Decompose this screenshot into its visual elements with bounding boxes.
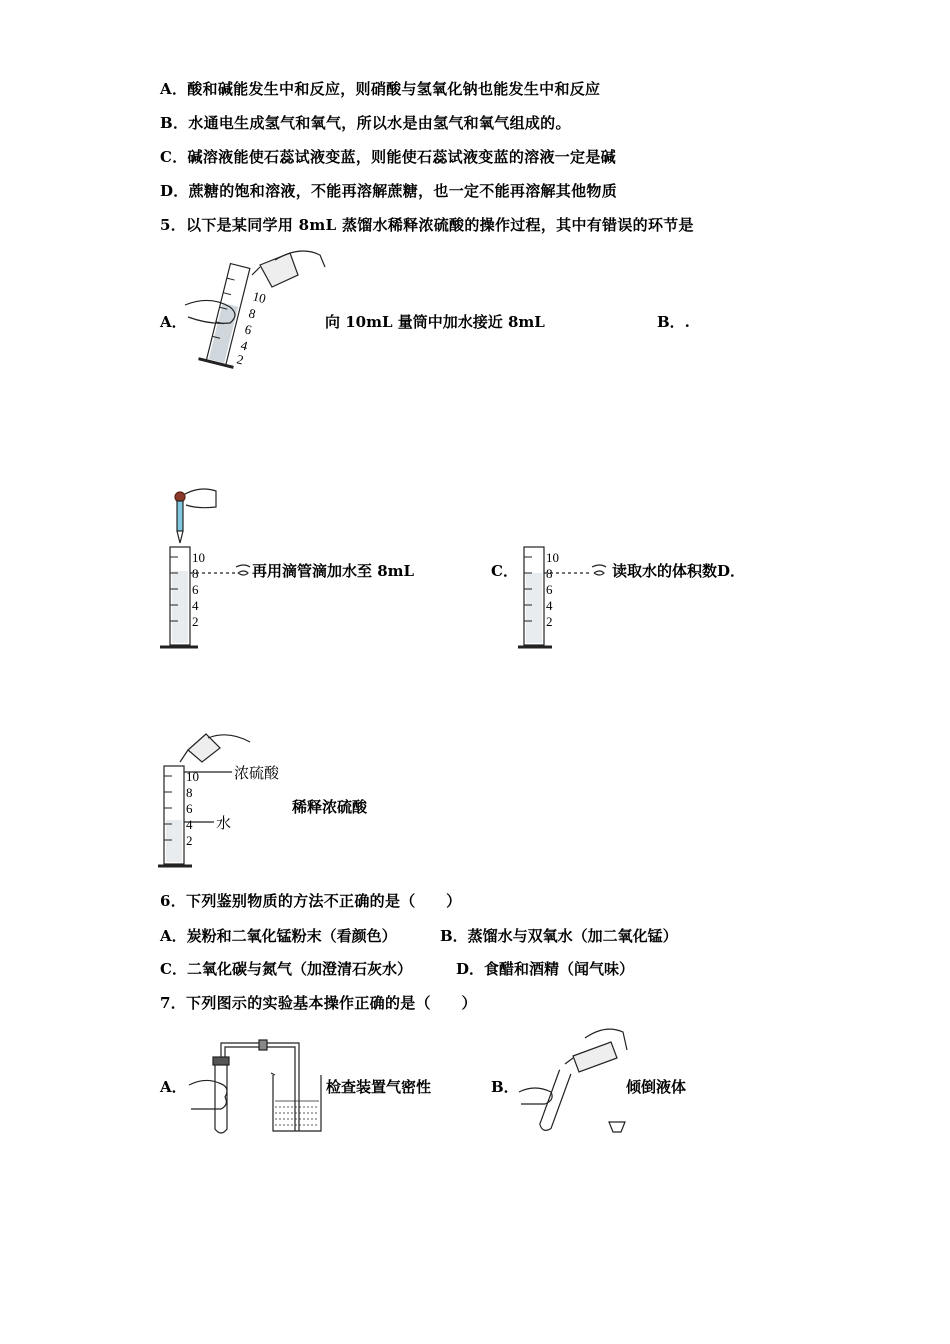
q5-fig-a-tick-8: 8 [247, 305, 258, 322]
q5-fig-b-tick-2: 2 [192, 614, 199, 629]
q5-fig-c-tick-8: 8 [546, 566, 553, 581]
q5-fig-a-tick-2: 2 [235, 351, 246, 368]
q5-fig-d-tick-8: 8 [186, 785, 193, 800]
q5-fig-c-tick-4: 4 [546, 598, 553, 613]
q5-b-label: B．. [657, 313, 690, 331]
q7-stem: 7．下列图示的实验基本操作正确的是（ ） [160, 994, 477, 1012]
q4-option-d: D．蔗糖的饱和溶液，不能再溶解蔗糖，也一定不能再溶解其他物质 [160, 182, 618, 200]
q7-b-text: 倾倒液体 [626, 1078, 687, 1096]
q4-option-a: A．酸和碱能发生中和反应，则硝酸与氢氧化钠也能发生中和反应 [160, 80, 601, 98]
q6-stem: 6．下列鉴别物质的方法不正确的是（ ） [160, 892, 462, 910]
q7-fig-b-pour-liquid [515, 1020, 630, 1140]
q5-b-text: 再用滴管滴加水至 8mL [252, 562, 415, 580]
q5-stem: 5．以下是某同学用 8mL 蒸馏水稀释浓硫酸的操作过程，其中有错误的环节是 [160, 216, 694, 234]
q5-fig-c-tick-2: 2 [546, 614, 553, 629]
q5-fig-d-label-acid: 浓硫酸 [234, 766, 280, 782]
q5-fig-b-dropper [158, 485, 253, 655]
q5-fig-b-tick-6: 6 [192, 582, 199, 597]
q5-fig-d-tick-2: 2 [186, 833, 193, 848]
q5-fig-c-read-volume [518, 545, 613, 655]
q4-option-b: B．水通电生成氢气和氧气，所以水是由氢气和氧气组成的。 [160, 114, 571, 132]
q6-option-d: D．食醋和酒精（闻气味） [456, 960, 635, 978]
q6-option-c: C．二氧化碳与氮气（加澄清石灰水） [160, 960, 412, 978]
q5-fig-b-tick-10: 10 [192, 550, 205, 565]
q5-fig-d-tick-6: 6 [186, 801, 193, 816]
q5-fig-c-tick-10: 10 [546, 550, 559, 565]
q5-fig-d-dilute-acid [158, 728, 298, 870]
q5-fig-c-tick-6: 6 [546, 582, 553, 597]
q7-b-label: B． [491, 1078, 519, 1096]
q5-fig-a-pour-water [180, 245, 330, 385]
q7-a-label: A． [160, 1078, 187, 1096]
q5-fig-b-tick-4: 4 [192, 598, 199, 613]
q4-option-c: C．碱溶液能使石蕊试液变蓝，则能使石蕊试液变蓝的溶液一定是碱 [160, 148, 616, 166]
q7-a-text: 检查装置气密性 [326, 1078, 432, 1096]
q5-c-text: 读取水的体积数D． [612, 562, 746, 580]
q5-a-label: A． [160, 313, 187, 331]
q5-fig-a-tick-10: 10 [251, 288, 268, 307]
q5-fig-a-tick-6: 6 [243, 321, 254, 338]
q6-option-b: B．蒸馏水与双氧水（加二氧化锰） [440, 927, 678, 945]
q5-fig-d-label-water: 水 [216, 816, 232, 832]
q5-c-label: C． [491, 562, 518, 580]
q5-fig-d-tick-4: 4 [186, 817, 193, 832]
q5-fig-a-tick-4: 4 [239, 337, 250, 354]
q5-fig-b-tick-8: 8 [192, 566, 199, 581]
q5-d-text: 稀释浓硫酸 [292, 798, 368, 816]
q6-option-a: A．炭粉和二氧化锰粉末（看颜色） [160, 927, 397, 945]
q7-fig-a-airtight-check [185, 1035, 330, 1140]
q5-fig-d-tick-10: 10 [186, 769, 199, 784]
q5-a-text: 向 10mL 量筒中加水接近 8mL [325, 313, 545, 331]
